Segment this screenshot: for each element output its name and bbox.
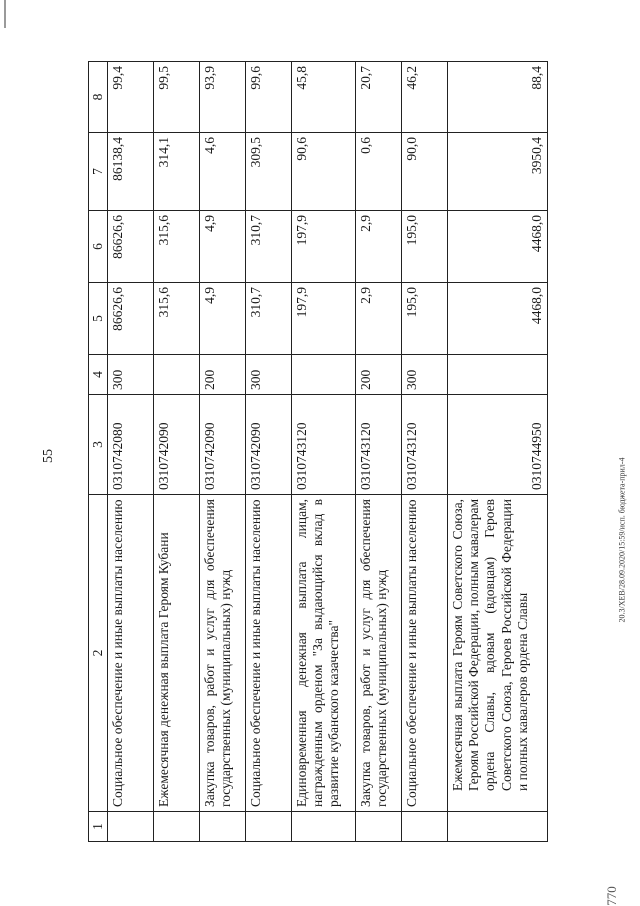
row-col5: 4,9 xyxy=(200,283,246,355)
header-cell: 8 xyxy=(89,62,108,133)
row-index-cell xyxy=(356,812,402,842)
header-row xyxy=(89,62,108,842)
row-col7: 314,1 xyxy=(154,133,200,211)
row-col8: 45,8 xyxy=(292,62,356,133)
header-cell: 7 xyxy=(89,133,108,211)
row-index-cell xyxy=(292,812,356,842)
table-row xyxy=(292,62,356,842)
row-col5: 310,7 xyxy=(246,283,292,355)
row-col8: 99,5 xyxy=(154,62,200,133)
bottom-page-number: 770 xyxy=(603,886,619,906)
row-col6: 2,9 xyxy=(356,211,402,283)
header-cell: 2 xyxy=(89,495,108,812)
footer-note: 20.3/XEB/28.09.2020/15:59/исп. бюджета-прил-4 xyxy=(617,457,627,623)
row-kind xyxy=(448,355,548,395)
row-code: 0310743120 xyxy=(292,395,356,495)
table-row xyxy=(200,62,246,842)
row-col7: 309,5 xyxy=(246,133,292,211)
scan-edge-line xyxy=(4,0,6,28)
table-row xyxy=(108,62,154,842)
row-col5: 197,9 xyxy=(292,283,356,355)
row-name: Социальное обеспечение и иные выплаты населению xyxy=(108,495,154,812)
header-cell: 6 xyxy=(89,211,108,283)
row-col7: 86138,4 xyxy=(108,133,154,211)
rotated-table-frame xyxy=(88,62,586,842)
row-col6: 197,9 xyxy=(292,211,356,283)
row-index-cell xyxy=(200,812,246,842)
row-col5: 4468,0 xyxy=(448,283,548,355)
row-index-cell xyxy=(108,812,154,842)
row-col6: 86626,6 xyxy=(108,211,154,283)
row-col8: 46,2 xyxy=(402,62,448,133)
header-cell: 4 xyxy=(89,355,108,395)
row-col8: 88,4 xyxy=(448,62,548,133)
row-col7: 90,6 xyxy=(292,133,356,211)
row-name: Ежемесячная выплата Героям Советского Союза, Героям Российской Федерации, полным кавалерам ордена Славы, вдовам (вдовцам) Героев Советского Союза, Героев Российской Федерации и полных кавалеров ордена Славы xyxy=(448,495,548,812)
page-number: 55 xyxy=(41,449,56,463)
row-kind: 300 xyxy=(246,355,292,395)
row-col7: 3950,4 xyxy=(448,133,548,211)
row-col7: 0,6 xyxy=(356,133,402,211)
header-cell: 3 xyxy=(89,395,108,495)
row-code: 0310743120 xyxy=(402,395,448,495)
header-cell: 1 xyxy=(89,812,108,842)
row-kind: 200 xyxy=(356,355,402,395)
row-code: 0310742090 xyxy=(246,395,292,495)
row-col7: 4,6 xyxy=(200,133,246,211)
row-name: Закупка товаров, работ и услуг для обеспечения государственных (муниципальных) нужд xyxy=(356,495,402,812)
row-col6: 195,0 xyxy=(402,211,448,283)
row-code: 0310742080 xyxy=(108,395,154,495)
budget-table xyxy=(88,61,548,842)
row-col6: 315,6 xyxy=(154,211,200,283)
table-row xyxy=(154,62,200,842)
rotated-table-wrapper xyxy=(88,62,586,842)
row-col5: 86626,6 xyxy=(108,283,154,355)
table-row xyxy=(402,62,448,842)
row-kind: 300 xyxy=(108,355,154,395)
row-col5: 195,0 xyxy=(402,283,448,355)
row-kind: 300 xyxy=(402,355,448,395)
row-col5: 2,9 xyxy=(356,283,402,355)
row-col8: 20,7 xyxy=(356,62,402,133)
row-col7: 90,0 xyxy=(402,133,448,211)
row-code: 0310744950 xyxy=(448,395,548,495)
row-col8: 93,9 xyxy=(200,62,246,133)
row-kind xyxy=(154,355,200,395)
row-code: 0310742090 xyxy=(154,395,200,495)
row-name: Закупка товаров, работ и услуг для обеспечения государственных (муниципальных) нужд xyxy=(200,495,246,812)
row-index-cell xyxy=(246,812,292,842)
row-col8: 99,6 xyxy=(246,62,292,133)
table-row xyxy=(246,62,292,842)
row-kind xyxy=(292,355,356,395)
table-row xyxy=(448,62,548,842)
row-kind: 200 xyxy=(200,355,246,395)
row-col8: 99,4 xyxy=(108,62,154,133)
row-index-cell xyxy=(154,812,200,842)
row-name: Единовременная денежная выплата лицам, награжденным орденом "За выдающийся вклад в развитие кубанского казачества" xyxy=(292,495,356,812)
row-name: Социальное обеспечение и иные выплаты населению xyxy=(402,495,448,812)
row-name: Ежемесячная денежная выплата Героям Кубани xyxy=(154,495,200,812)
row-code: 0310743120 xyxy=(356,395,402,495)
row-col6: 310,7 xyxy=(246,211,292,283)
row-col5: 315,6 xyxy=(154,283,200,355)
row-name: Социальное обеспечение и иные выплаты населению xyxy=(246,495,292,812)
row-col6: 4468,0 xyxy=(448,211,548,283)
row-index-cell xyxy=(448,812,548,842)
header-cell: 5 xyxy=(89,283,108,355)
row-code: 0310742090 xyxy=(200,395,246,495)
row-index-cell xyxy=(402,812,448,842)
row-col6: 4,9 xyxy=(200,211,246,283)
table-row xyxy=(356,62,402,842)
